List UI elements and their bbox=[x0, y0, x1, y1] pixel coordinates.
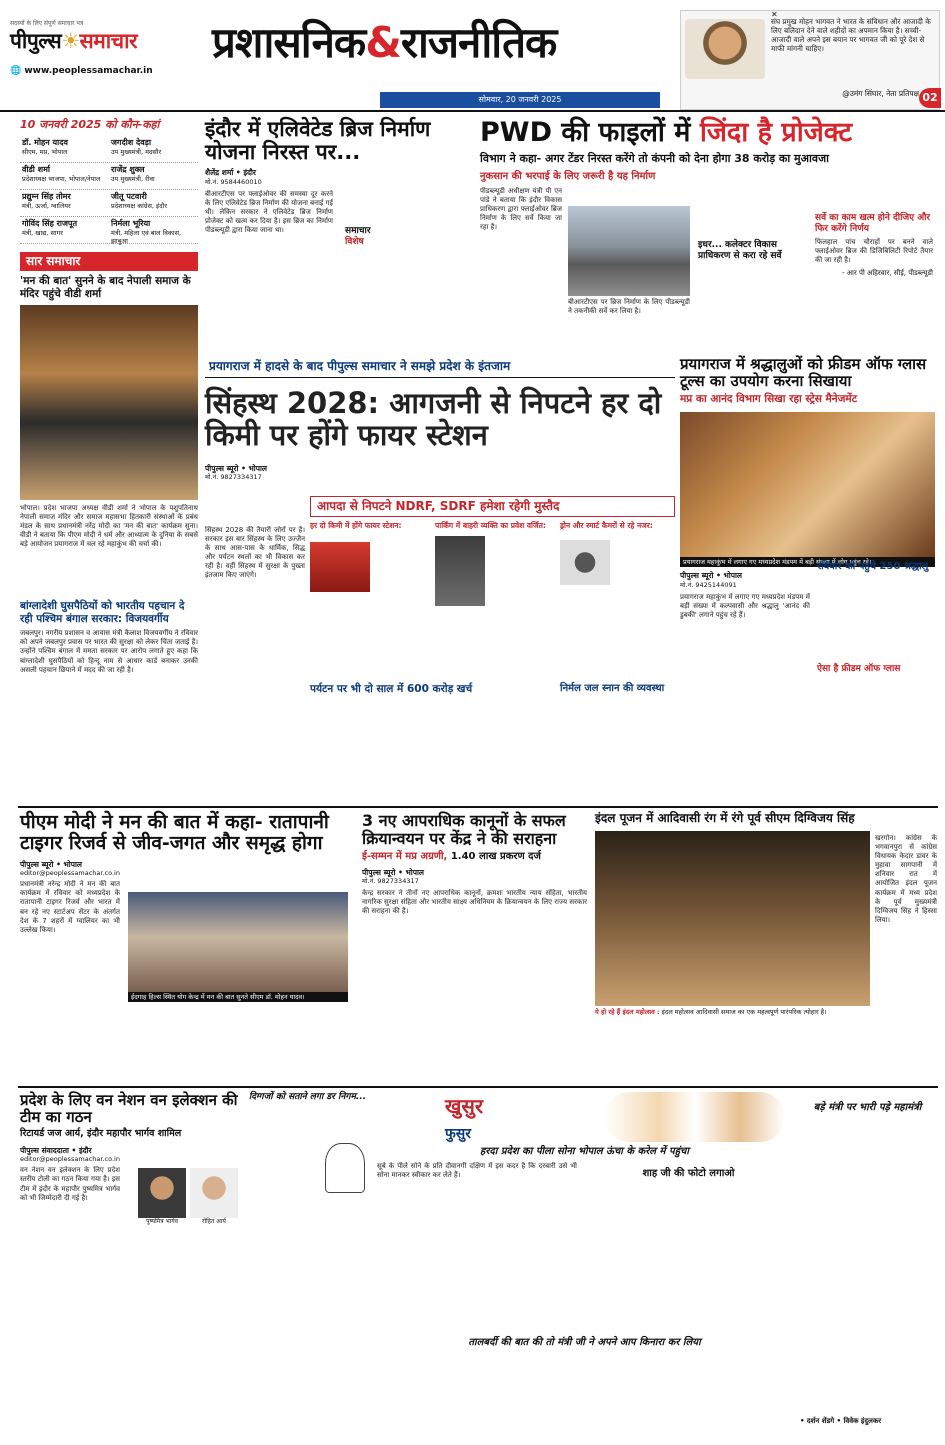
dateline: सोमवार, 20 जनवरी 2025 bbox=[380, 92, 660, 108]
photo-caption: ये हो रहे हैं इंदल महोत्सव : इंदल महोत्सव आदिवासी समाज का एक महत्वपूर्ण पारंपरिक त्योहार है। bbox=[595, 1008, 827, 1017]
story-deck: रिटायर्ड जज आर्य, इंदौर महापौर भार्गव शामिल bbox=[20, 1128, 182, 1139]
khusur-title: खुसुर फुसुर bbox=[445, 1094, 484, 1142]
brand-name bbox=[10, 28, 205, 54]
portrait-2 bbox=[190, 1168, 238, 1226]
side-box bbox=[817, 561, 935, 675]
brand-part-b: समाचार bbox=[79, 28, 138, 53]
tagline: सदस्यों के लिए संपूर्ण समाचार पत्र bbox=[10, 20, 84, 27]
vishesh-label: विशेष bbox=[345, 237, 364, 248]
person-cell: राजेंद्र शुक्ल उप मुख्यमंत्री, रीवा bbox=[111, 164, 155, 183]
gossip-body: सूबे के पीले सोने के प्रति दीवानगी दक्षिण में इस कदर है कि दरबारी उसे भी सोना मानकर स्वीकार कर लेते हैं। bbox=[377, 1162, 577, 1180]
person-cell: प्रद्युम्न सिंह तोमर मंत्री, ऊर्जा, ग्वालियर bbox=[22, 191, 71, 210]
prayagraj-photo bbox=[680, 412, 935, 557]
story-deck: ई-सम्मन में मप्र अग्रणी, 1.40 लाख प्रकरण दर्ज bbox=[362, 851, 541, 863]
vehicle-column bbox=[435, 521, 553, 606]
table-row bbox=[20, 163, 198, 190]
mobile-number: मो.नं. 9584460010 bbox=[205, 177, 262, 186]
news-headline[interactable]: बांग्लादेशी घुसपैठियों को भारतीय पहचान दे रही पश्चिम बंगाल सरकार: विजयवर्गीय bbox=[20, 600, 185, 626]
brt-photo bbox=[568, 206, 690, 296]
story-deck: विभाग ने कहा- अगर टेंडर निरस्त करेंगे तो कंपनी को देना होगा 38 करोड़ का मुआवजा bbox=[480, 151, 829, 165]
main-gossip-head: हरदा प्रदेश का पीला सोना भोपाल ऊंचा के करेल में पहुंचा bbox=[480, 1146, 689, 1157]
drone-column bbox=[560, 521, 675, 585]
byline: पीपुल्स ब्यूरो • भोपाल bbox=[680, 571, 743, 581]
tourism-bar: पर्यटन पर भी दो साल में 600 करोड़ खर्च bbox=[310, 683, 473, 695]
pwd-story bbox=[480, 118, 935, 350]
twitter-icon: ✕ bbox=[771, 10, 778, 19]
meeting-photo bbox=[128, 892, 348, 992]
table-row bbox=[20, 190, 198, 217]
portrait-photo bbox=[190, 1168, 238, 1218]
portrait-name: पुष्यमित्र भार्गव bbox=[146, 1218, 178, 1225]
bottom-gossip-head: तालबर्दी की बात की तो मंत्री जी ने अपने आप किनारा कर लिया bbox=[468, 1337, 701, 1348]
survey-head: सर्वे का काम खत्म होने दीजिए और फिर करेंगे निर्णय bbox=[815, 213, 931, 235]
quote-box bbox=[680, 10, 940, 110]
story-body: सिंहस्थ 2028 की तैयारी जोरों पर है। सरकार इस बार सिंहस्थ के लिए उज्जैन के साथ आस-पास के धार्मिक, सिद्ध और पर्यटन स्थलों का भी विकास कर रही है। वहीं सिंहस्थ में सुरक्षा के पुख्ता इंतजाम किए जाएंगे। bbox=[205, 526, 305, 580]
freedom-head: ऐसा है फ्रीडम ऑफ ग्लास bbox=[817, 663, 901, 674]
story-kicker: प्रयागराज में हादसे के बाद पीपुल्स समाचार ने समझे प्रदेश के इंतजाम bbox=[205, 356, 675, 378]
newspaper-logo[interactable] bbox=[10, 20, 205, 90]
survey-box bbox=[815, 213, 933, 278]
byline: पीपुल्स ब्यूरो • भोपाल bbox=[362, 867, 425, 877]
nation-story bbox=[20, 1092, 240, 1437]
person-cell: वीडी शर्मा प्रदेशाध्यक्ष भाजपा, भोपाल/नेपाल bbox=[22, 164, 101, 183]
nirmal-bar: निर्मल जल स्नान की व्यवस्था bbox=[560, 683, 665, 694]
quote-author-photo bbox=[685, 19, 765, 79]
fire-truck-photo bbox=[310, 542, 370, 592]
story-headline[interactable]: प्रयागराज में श्रद्धालुओं को फ्रीडम ऑफ ग्लास टूल्स का उपयोग करना सिखाया bbox=[680, 355, 927, 390]
khusur-fusur bbox=[245, 1092, 938, 1437]
website-link[interactable]: 🌐 www.peoplessamachar.in bbox=[10, 65, 153, 76]
kaun-kahan-title: 10 जनवरी 2025 को कौन-कहां bbox=[20, 118, 160, 131]
story-headline[interactable]: पीएम मोदी ने मन की बात में कहा- रातापानी टाइगर रिजर्व से जीव-जगत और समृद्ध होगा bbox=[20, 811, 329, 854]
prayagraj-story bbox=[680, 356, 935, 801]
drone-head: ड्रोन और स्मार्ट कैमरों से रहे नजर: bbox=[560, 521, 653, 530]
fire-column bbox=[310, 521, 428, 592]
indore-subhead: इधर... कलेक्टर विकास प्राधिकरण से करा रहे सर्वे bbox=[698, 240, 782, 262]
portrait-pair bbox=[138, 1168, 238, 1226]
masthead bbox=[0, 0, 945, 112]
divider bbox=[18, 806, 938, 808]
simhastha-story bbox=[205, 356, 675, 801]
story-headline[interactable]: इंदल पूजन में आदिवासी रंग में रंगे पूर्व सीएम दिग्विजय सिंह bbox=[595, 811, 855, 825]
cartoon-faces bbox=[605, 1092, 785, 1142]
story-body: वन नेशन वन इलेक्शन के लिए प्रदेश स्तरीय टोली का गठन किया गया है। इस टीम में इंदौर के महापौर पुष्यमित्र भार्गव को भी जिम्मेदारी दी गई है। bbox=[20, 1166, 120, 1202]
email: editor@peoplessamachar.co.in bbox=[20, 869, 120, 878]
table-row bbox=[20, 136, 198, 163]
person-cell: डॉ. मोहन यादव सीएम, मप्र, भोपाल bbox=[22, 137, 68, 156]
vishesh-badge bbox=[345, 226, 400, 249]
photo-caption: ईदगाह हिल्स स्थित योग केन्द्र में मन की बात सुनते सीएम डॉ. मोहन यादव। bbox=[128, 992, 348, 1002]
page-number: 02 bbox=[919, 88, 941, 108]
kaun-kahan-table bbox=[20, 136, 198, 244]
byline: पीपुल्स संवाददाता • इंदौर bbox=[20, 1145, 92, 1155]
news-body: भोपाल। प्रदेश भाजपा अध्यक्ष वीडी शर्मा ने भोपाल के पशुपतिनाथ नेपाली समाज मंदिर और समाज महासभा हितकारी संस्थाओं के प्रबंध मंडल के साथ प्रधानमंत्री नरेंद्र मोदी का 'मन की बात' कार्यक्रम सुना। वीडी ने बताया कि पीएम मोदी ने धर्म और आध्यात्म के दुनिया के सबसे बड़े आयोजन प्रयागराज में चल रहे महाकुंभ की चर्चा की। bbox=[20, 504, 198, 549]
table-row bbox=[20, 217, 198, 244]
flyover-story bbox=[205, 118, 477, 350]
byline: पीपुल्स ब्यूरो • भोपाल bbox=[205, 463, 268, 473]
modi-story bbox=[20, 812, 350, 1082]
parking-photo bbox=[435, 536, 485, 606]
story-body: खरगोन। कांग्रेस के भगवानपुरा से कांग्रेस विधायक केदार डावर के मुहावा सागपानी में शनिवार रात में आयोजित इंदल पूजन कार्यक्रम में मध्य प्रदेश के पूर्व मुख्यमंत्री दिग्विजय सिंह ने हिस्सा लिया। bbox=[875, 834, 937, 924]
survey-author: - आर पी अहिरवार, सीई, पीडब्ल्यूडी bbox=[842, 268, 933, 277]
left-column bbox=[20, 118, 198, 749]
quote-text: संघ प्रमुख मोहन भागवत ने भारत के संविधान और आजादी के लिए बलिदान देने वाले शहीदों का अपमान किया है। सच्ची-आजादी वाले अपने इस बयान पर भागवत जी को पूरे देश से माफी मांगनी चाहिए। bbox=[771, 17, 931, 53]
person-cell: गोविंद सिंह राजपूत मंत्री, खाद्य, सागर bbox=[22, 218, 78, 237]
byline: शैलेंद्र शर्मा • इंदौर bbox=[205, 168, 256, 178]
right-gossip-head: बड़े मंत्री पर भारी पड़े महामंत्री bbox=[813, 1102, 922, 1113]
kanoon-story bbox=[362, 812, 587, 1082]
portrait-name: रोहित आर्य bbox=[202, 1218, 226, 1225]
cartoon-icon bbox=[325, 1143, 365, 1193]
mobile-number: मो.नं. 9827334317 bbox=[362, 877, 419, 886]
sar-samachar-header: सार समाचार bbox=[20, 252, 198, 271]
side-head: रविवार को पहुंचे 250 श्रद्धालु bbox=[817, 561, 929, 572]
byline: पीपुल्स ब्यूरो • भोपाल bbox=[20, 859, 83, 869]
dance-photo bbox=[595, 831, 870, 1006]
story-headline[interactable]: 3 नए आपराधिक कानूनों के सफल क्रियान्वयन पर केंद्र ने की सराहना bbox=[362, 811, 566, 848]
portrait-photo bbox=[138, 1168, 186, 1218]
story-body: प्रधानमंत्री नरेन्द्र मोदी ने मन की बात कार्यक्रम में रविवार को मध्यप्रदेश के रातापानी टाइगर रिजर्व और भारत में बन रहे नए स्टार्टअप सेंटर के अंतर्गत देश के 7 शहरों में ग्वालियर का भी उल्लेख किया। bbox=[20, 880, 120, 934]
temple-photo bbox=[20, 305, 198, 500]
story-headline[interactable]: प्रदेश के लिए वन नेशन वन इलेक्शन की टीम का गठन bbox=[20, 1091, 238, 1126]
divider bbox=[18, 1086, 938, 1088]
brand-mini: समाचार bbox=[345, 226, 371, 236]
story-headline[interactable]: इंदौर में एलिवेटेड ब्रिज निर्माण योजना निरस्त पर... bbox=[205, 117, 431, 165]
survey-body: फिलहाल पांच चौराहों पर बनने वाले फ्लाईओवर ब्रिज की डिजिबिलिटी रिपोर्ट तैयार की जा रही है। bbox=[815, 237, 933, 264]
news-body: जबलपुर। नगरीय प्रशासन व आवास मंत्री कैलाश विजयवर्गीय ने रविवार को अपने जबलपुर प्रवास पर भारत की सुरक्षा को लेकर चिंता जताई है। उन्होंने पश्चिम बंगाल में ममता सरकार पर आरोप लगाते हुए कहा कि बांग्लादेशी घुसपैठियों को हिन्दू नाम से आधार कार्ड बनाकर उनकी असली पहचान छिपाने में मदद की जा रही है। bbox=[20, 629, 198, 674]
story-body: पीडब्ल्यूडी अधीक्षण यंत्री पी एन पांडे ने बताया कि इंदौर विकास प्राधिकरण द्वारा फ्लाईओवर ब्रिज निर्माण के लिए सर्वे किया जा रहा है। bbox=[480, 186, 562, 232]
ndrf-bar: आपदा से निपटने NDRF, SDRF हमेशा रहेगी मुस्तैद bbox=[310, 496, 675, 517]
email: editor@peoplessamachar.co.in bbox=[20, 1155, 120, 1164]
story-body: बीआरटीएस पर फ्लाईओवर की समस्या दूर करने के लिए एलिवेटेड ब्रिज निर्माण की योजना बनाई गई थी। लेकिन सरकार ने एलिवेटेड ब्रिज निर्माण प्रोजेक्ट को खत्म कर दिया है। इस ब्रिज का निर्माण पीडब्ल्यूडी द्वारा किया जाना था। bbox=[205, 189, 333, 235]
photo-caption: प्रयागराज महाकुंभ में लगाए गए मध्यप्रदेश मंडपम में बड़ी संख्या में लोग पहुंच रहे। bbox=[680, 557, 935, 567]
fire-head: हर दो किमी में होंगे फायर स्टेशन: bbox=[310, 521, 402, 530]
brand-part-a: पीपुल्स bbox=[10, 28, 62, 53]
portrait-1 bbox=[138, 1168, 186, 1226]
person-cell: जीतू पटवारी प्रदेशाध्यक्ष कांग्रेस, इंदौर bbox=[111, 191, 168, 210]
news-headline[interactable]: 'मन की बात' सुनने के बाद नेपाली समाज के मंदिर पहुंचे वीडी शर्मा bbox=[20, 274, 191, 300]
sub-headline: नुकसान की भरपाई के लिए जरूरी है यह निर्माण bbox=[480, 171, 656, 183]
mobile-number: मो.नं. 9425144091 bbox=[680, 580, 737, 589]
section-title: प्रशासनिक&राजनीतिक bbox=[212, 18, 557, 67]
story-body: प्रयागराज महाकुंभ में लगाए गए मध्यप्रदेश मंडपम में बड़ी संख्या में कल्पवासी और श्रद्धालु 'आनंद की डुबकी' लगाने पहुंच रहे हैं। bbox=[680, 592, 810, 619]
left-gossip bbox=[245, 1092, 370, 1193]
story-headline[interactable]: PWD की फाइलों में जिंदा है प्रोजेक्ट bbox=[480, 117, 853, 148]
vehicle-head: पार्किंग में बाहरी व्यक्ति का प्रवेश वर्जित: bbox=[435, 521, 546, 530]
gossip-footer: • दर्शन शेंडगे • विवेक इंदुलकर bbox=[800, 1417, 882, 1425]
person-cell: निर्मला भूरिया मंत्री, महिला एवं बाल विकास, झाबुआ bbox=[111, 218, 182, 245]
sub-gossip-head: शाह जी की फोटो लगाओ bbox=[642, 1168, 735, 1179]
quote-author: @उमंग सिंघार, नेता प्रतिपक्ष bbox=[842, 89, 919, 98]
photo-caption: बीआरटीएस पर ब्रिज निर्माण के लिए पीडब्ल्यूडी ने तकनीकी सर्वे कर लिया है। bbox=[568, 298, 690, 316]
globe-icon: 🌐 bbox=[10, 65, 25, 76]
story-headline[interactable]: सिंहस्थ 2028: आगजनी से निपटने हर दो किमी पर होंगे फायर स्टेशन bbox=[205, 386, 662, 452]
digvijay-story bbox=[595, 812, 938, 1082]
sun-icon: ☀ bbox=[61, 28, 80, 53]
story-deck: मप्र का आनंद विभाग सिखा रहा स्ट्रेस मैनेजमेंट bbox=[680, 393, 857, 405]
person-cell: जगदीश देवड़ा उप मुख्यमंत्री, मंदसौर bbox=[111, 137, 162, 156]
story-body: केन्द्र सरकार ने तीनों नए आपराधिक कानूनों, क्रमशः भारतीय न्याय संहिता, भारतीय नागरिक सुरक्षा संहिता और भारतीय साक्ष्य अधिनियम के क्रियान्वयन के लिए राज्य सरकार की सराहना की है। bbox=[362, 889, 587, 916]
gossip-head: दिग्गजों को सताने लगा डर निगम... bbox=[248, 1092, 367, 1102]
mobile-number: मो.नं. 9827334317 bbox=[205, 473, 262, 482]
drone-photo bbox=[560, 540, 610, 585]
